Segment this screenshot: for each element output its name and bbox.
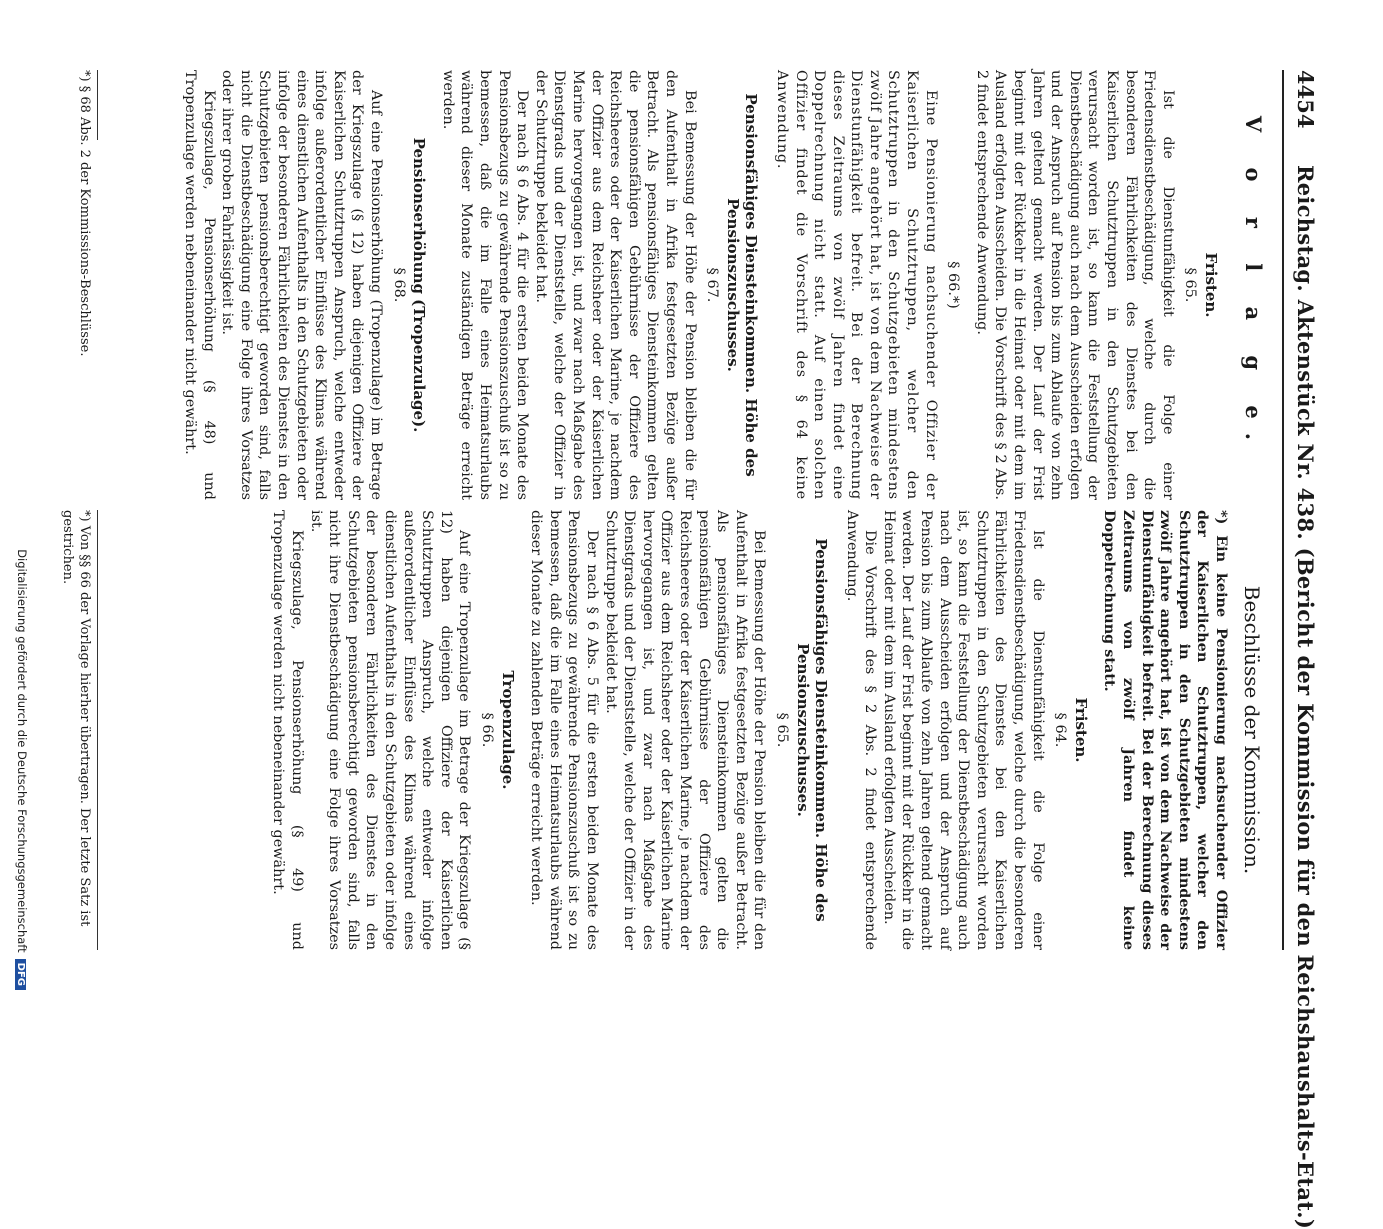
page-header bbox=[1282, 70, 1324, 1229]
header-title: Reichstag. Aktenstück Nr. 438. (Bericht der Kommission für den Reichshaushalts-Etat.) bbox=[1293, 165, 1318, 1229]
left-section-title: Pensionserhöhung (Tropenzulage). bbox=[410, 137, 429, 433]
right-paragraph-text: Ist die Dienstunfähigkeit die Folge einer Friedensdienstbeschädigung, welche durch die besonderen Fährlichkeiten des Dienstes bei den Kaiserlichen Schutztruppen in den Schutzgebieten verursacht worden ist, so kann die Feststellung der Dienstbeschädigung auch nach dem Ausscheiden erfolgen und der Anspruch auf Pension bis zum Ablaufe von zehn Jahren geltend gemacht werden. Der Lauf der Frist beginnt mit der Rückkehr in die Heimat oder mit dem im Ausland erfolgten Ausscheiden. bbox=[880, 510, 1046, 950]
right-paragraph-text: Der nach § 6 Abs. 5 für die ersten beiden Monate des Pensionsbezugs zu gewährende Pensionszuschuß ist so zu bemessen, daß die im Falle eines Heimatsurlaubs während dieser Monate zu zahlenden Beträge erreicht werden. bbox=[528, 510, 600, 950]
right-paragraph-number: § 64. bbox=[1052, 712, 1069, 748]
left-footnote: *) § 68 Abs. 2 der Kommissions-Beschlüsse. bbox=[76, 70, 98, 500]
left-paragraph-number: § 66.*) bbox=[945, 261, 962, 309]
left-paragraph-text: Der nach § 6 Abs. 4 für die ersten beiden Monate des Pensionsbezugs zu gewährende Pensionszuschuß ist so zu bemessen, daß die im Falle eines Heimatsurlaubs während dieser Monate zuständigen Beträge erreicht werden. bbox=[439, 70, 531, 500]
right-paragraph-number: § 65. bbox=[773, 712, 790, 748]
left-heading: V o r l a g e. bbox=[1241, 115, 1266, 455]
right-footnote: *) Von §§ 66 der Vorlage hierher übertragen. Der letzte Satz ist gestrichen. bbox=[59, 510, 98, 950]
credit-text: Digitalisierung gefördert durch die Deutsche Forschungsgemeinschaft bbox=[15, 549, 29, 953]
left-paragraph-text: Kriegszulage, Pensionserhöhung (§ 48) und Tropenzulage werden nebeneinander nicht gewährt. bbox=[182, 70, 217, 500]
right-paragraph-text: Die Vorschrift des § 2 Abs. 2 findet entsprechende Anwendung. bbox=[843, 510, 879, 950]
left-paragraph-number: § 67. bbox=[704, 267, 721, 303]
right-paragraph-text: Kriegszulage, Pensionserhöhung (§ 49) und Tropenzulage werden nicht nebeneinander gewährt. bbox=[270, 510, 306, 950]
right-note: *) Ein keine Pensionierung nachsuchender Offizier der Kaiserlichen Schutztruppen, welcher den Schutztruppen in den Schutzgebieten mindestens zwölf Jahre angehört hat, ist von dem Nachweise der Dienstunfähigkeit befreit. Bei der Berechnung dieses Zeitraums von zwölf Jahren findet keine Doppelrechnung statt. bbox=[1101, 510, 1230, 950]
left-column bbox=[181, 70, 1230, 500]
right-paragraph-number: § 66. bbox=[479, 712, 496, 748]
left-section-title: Pensionsfähiges Diensteinkommen. Höhe des Pensionszuschusses. bbox=[723, 93, 761, 477]
left-paragraph-number: § 68. bbox=[390, 267, 407, 303]
dfg-logo: DFG bbox=[15, 959, 26, 990]
left-paragraph-number: § 65. bbox=[1182, 267, 1199, 303]
left-paragraph-text: Auf eine Pensionserhöhung (Tropenzulage) im Betrage der Kriegszulage (§ 12) haben diejenigen Offiziere der Kaiserlichen Schutztruppen Anspruch, welche entweder infolge außerordentlicher Einflüsse des Klimas während eines dienstlichen Aufenthalts in den Schutzgebieten oder infolge der besonderen Fährlichkeiten des Dienstes in den Schutzgebieten pensionsberechtigt geworden sind, falls nicht die Dienstbeschädigung eine Folge ihres Vorsatzes oder ihrer groben Fahrlässigkeit ist. bbox=[219, 70, 385, 500]
digitization-credit bbox=[15, 10, 29, 990]
page-number: 4454 bbox=[1293, 70, 1318, 129]
left-section-title: Fristen. bbox=[1202, 252, 1220, 318]
right-paragraph-text: Bei Bemessung der Höhe der Pension bleiben die für den Aufenthalt in Afrika festgesetzten Bezüge außer Betracht. Als pensionsfähiges Diensteinkommen gelten die pensionsfähigen Gebührnisse der Offiziere des Reichsheeres oder der Kaiserlichen Marine, je nachdem der Offizier aus dem Reichsheer oder der Kaiserlichen Marine hervorgegangen ist, und zwar nach Maßgabe des Dienstgrads und der Dienststelle, welche der Offizier in der Schutztruppe bekleidet hat. bbox=[602, 510, 768, 950]
right-paragraph-text: Auf eine Tropenzulage im Betrage der Kriegszulage (§ 12) haben diejenigen Offiziere der Kaiserlichen Schutztruppen Anspruch, welche entweder infolge außerordentlicher Einflüsse des Klimas während eines dienstlichen Aufenthalts in den Schutzgebieten oder infolge der besonderen Fährlichkeiten des Dienstes in den Schutzgebieten pensionsberechtigt geworden sind, falls nicht ihre Dienstbeschädigung eine Folge ihres Vorsatzes ist. bbox=[307, 510, 473, 950]
right-section-title: Tropenzulage. bbox=[498, 670, 517, 790]
right-column bbox=[269, 510, 1230, 950]
right-heading: Beschlüsse der Kommission. bbox=[1240, 585, 1264, 875]
left-paragraph-text: Bei Bemessung der Höhe der Pension bleiben die für den Aufenthalt in Afrika festgesetzten Bezüge außer Betracht. Als pensionsfähiges Diensteinkommen gelten die pensionsfähigen Gebührnisse der Offiziere des Reichsheeres oder der Kaiserlichen Marine, je nachdem der Offizier aus dem Reichsheer oder der Kaiserlichen Marine hervorgegangen ist, und zwar nach Maßgabe des Dienstgrads und der Dienststelle, welche der Offizier in der Schutztruppe bekleidet hat. bbox=[532, 70, 698, 500]
right-section-title: Pensionsfähiges Diensteinkommen. Höhe des Pensionszuschusses. bbox=[793, 538, 831, 922]
left-paragraph-text: Ist die Dienstunfähigkeit die Folge einer Friedensdienstbeschädigung, welche durch die besonderen Fährlichkeiten des Dienstes bei den Kaiserlichen Schutztruppen in den Schutzgebieten verursacht worden ist, so kann die Feststellung der Dienstbeschädigung auch nach dem Ausscheiden erfolgen und der Anspruch auf Pension bis zum Ablaufe von zehn Jahren geltend gemacht werden. Der Lauf der Frist beginnt mit der Rückkehr in die Heimat oder mit dem im Ausland erfolgten Ausscheiden. Die Vorschrift des § 2 Abs. 2 findet entsprechende Anwendung. bbox=[973, 70, 1176, 500]
right-section-title: Fristen. bbox=[1071, 697, 1090, 763]
left-paragraph-text: Eine Pensionierung nachsuchender Offizier der Kaiserlichen Schutztruppen, welcher den Schutztruppen in den Schutzgebieten mindestens zwölf Jahre angehört hat, ist von dem Nachweise der Dienstunfähigkeit befreit. Bei der Berechnung dieses Zeitraums von zwölf Jahren findet eine Doppelrechnung nicht statt. Auf einen solchen Offizier findet die Vorschrift des § 64 keine Anwendung. bbox=[773, 70, 939, 500]
